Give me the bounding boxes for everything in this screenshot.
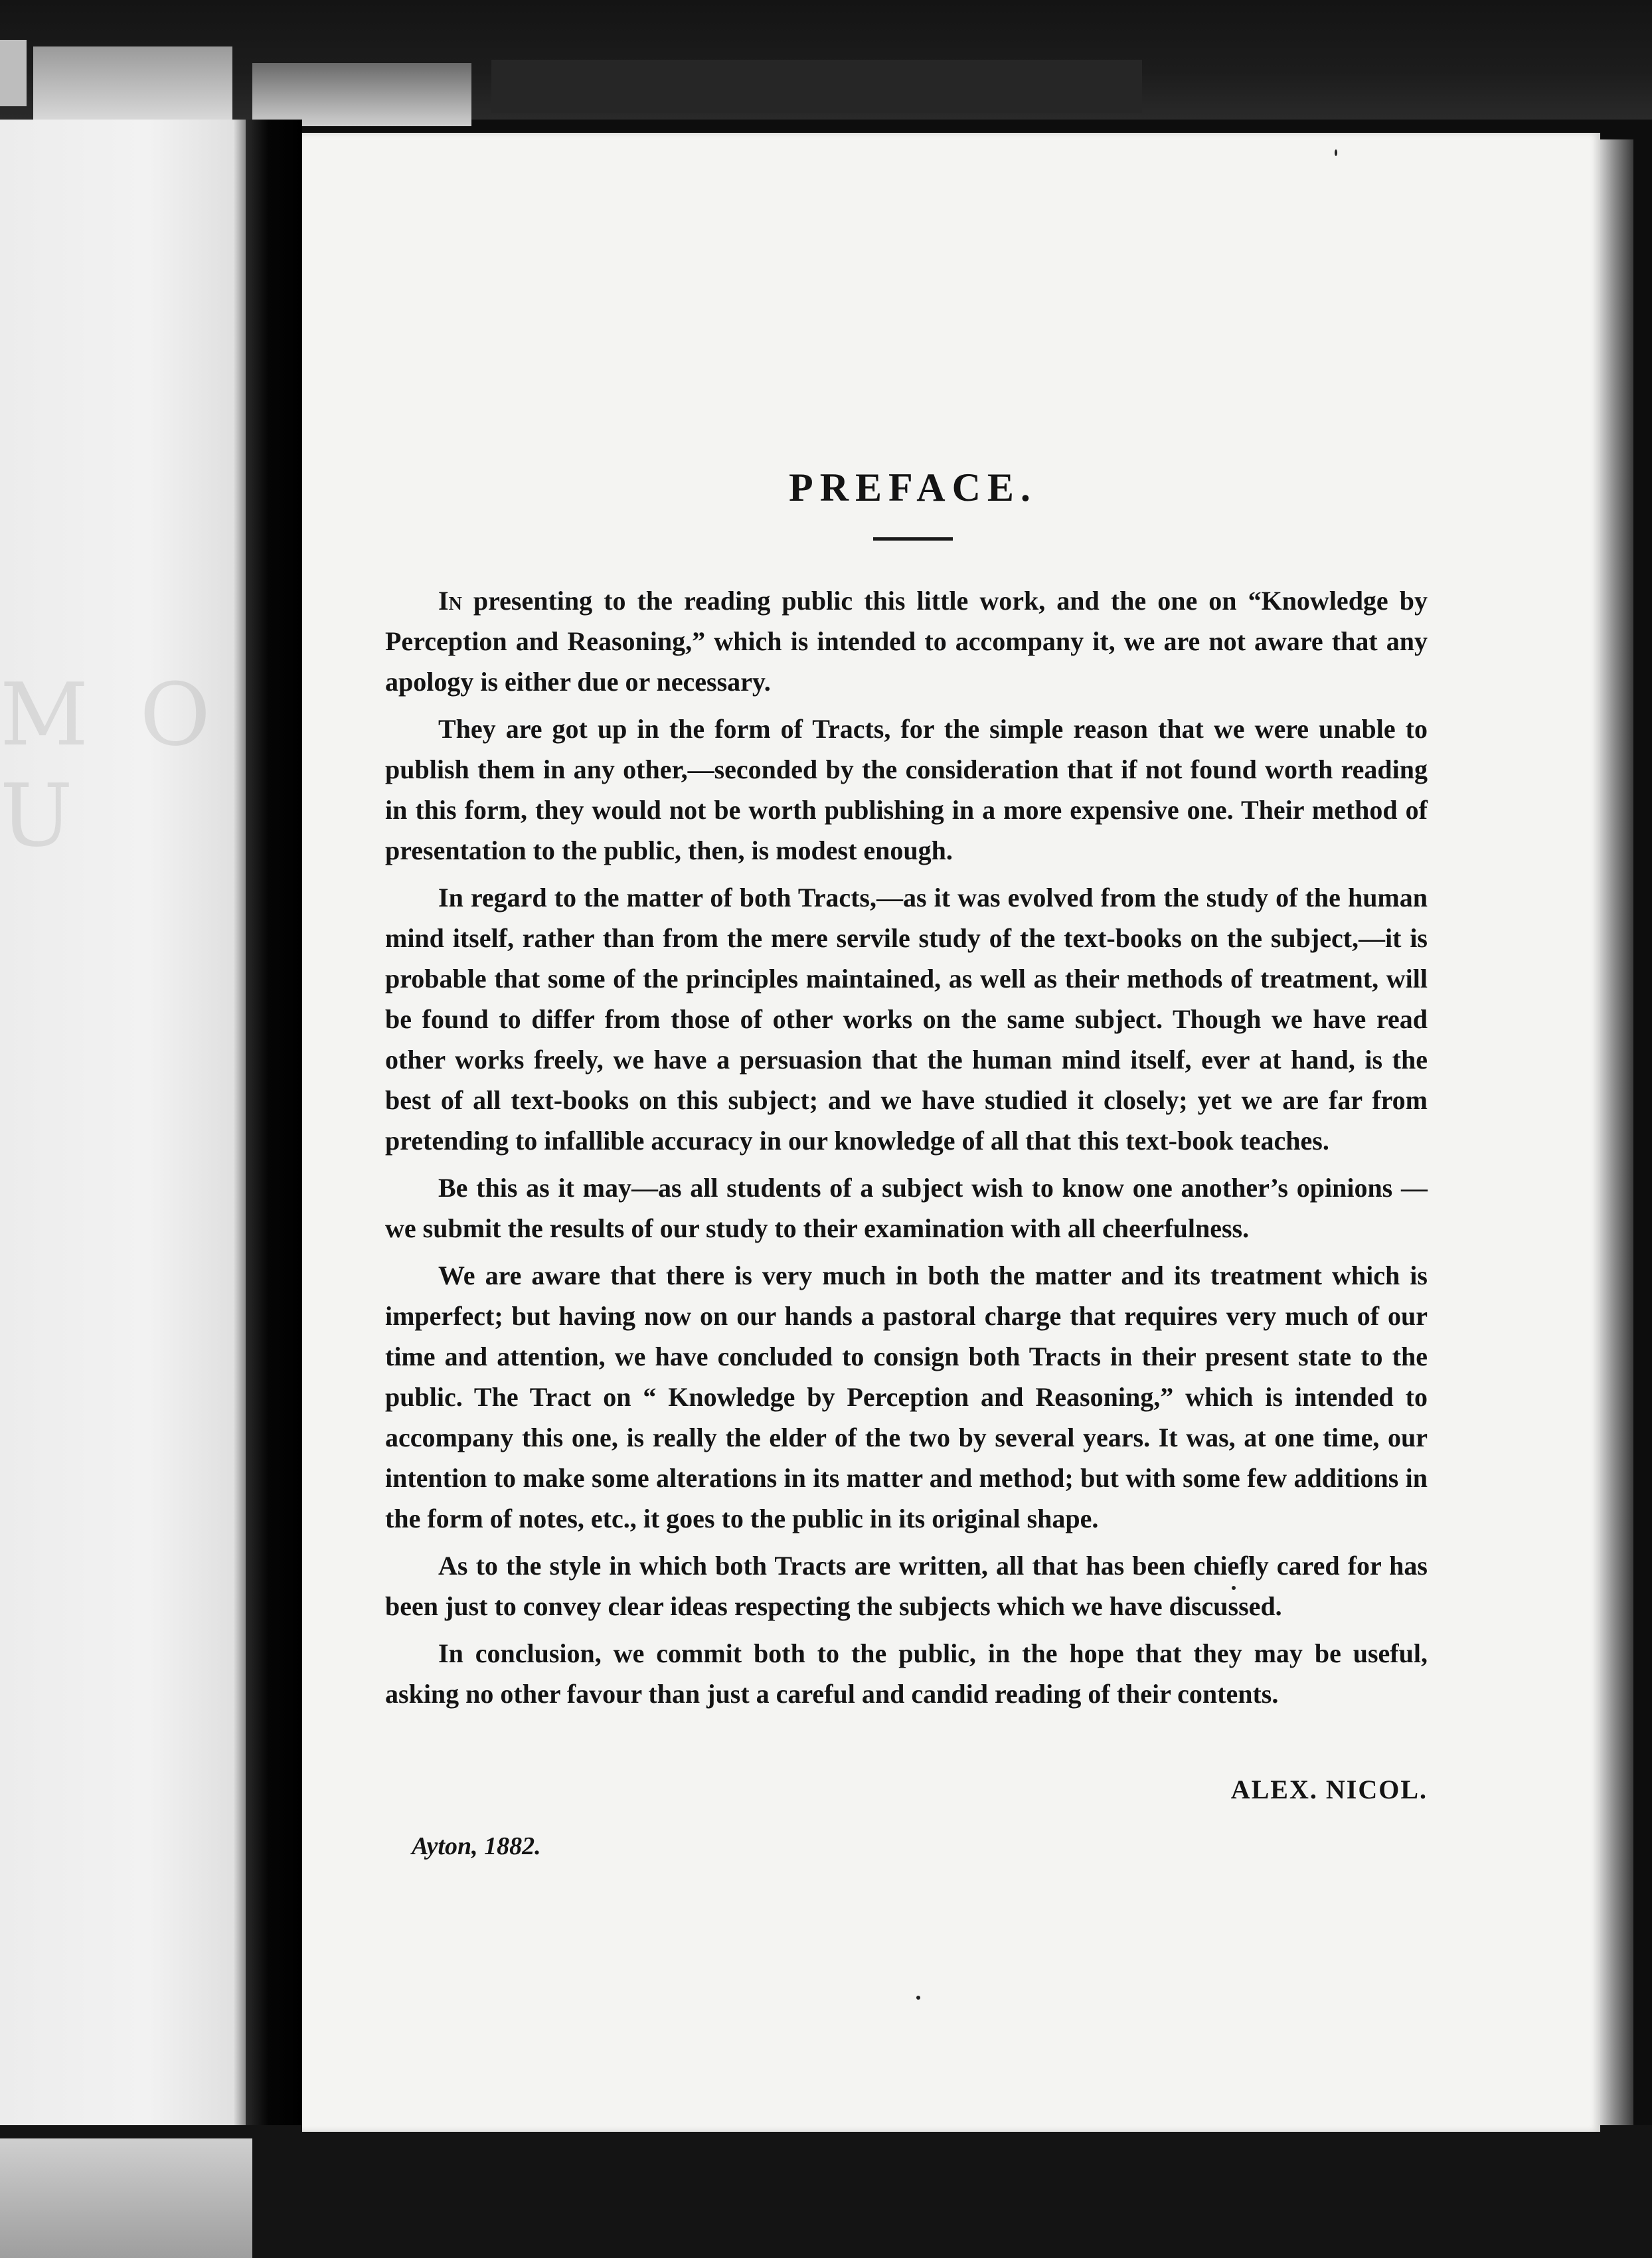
paragraph-7: In conclusion, we commit both to the public, in the hope that they may be useful, asking no other favour than just a careful and candid reading of their contents. xyxy=(385,1638,1428,1709)
book-gutter xyxy=(246,120,302,2258)
page-fore-edge xyxy=(1600,139,1633,2125)
title-rule xyxy=(873,537,953,541)
paragraph-4: Be this as it may—as all students of a subject wish to know one another’s opinions —we submit the results of our study to their examination with all cheerfulness. xyxy=(385,1173,1428,1243)
scan-artifact xyxy=(0,40,27,106)
paragraph-6: As to the style in which both Tracts are written, all that has been chiefly cared for has been just to convey clear ideas respecting the subjects which we have discussed. xyxy=(385,1551,1428,1621)
scan-artifact xyxy=(0,2138,252,2258)
paragraph-5: We are aware that there is very much in both the matter and its treatment which is imperfect; but having now on our hands a pastoral charge that requires very much of our time and attention, we have concluded to consign both Tracts in their present state to the public. The Tract on “ Knowledge by Perception and Reasoning,” which is intended to accompany this one, is really the elder of the two by several years. It was, at one time, our intention to make some alterations in its matter and method; but with some few additions in the form of notes, etc., it goes to the public in its original shape. xyxy=(385,1260,1428,1533)
place-and-date: Ayton, 1882. xyxy=(412,1832,541,1860)
page-title: PREFACE. xyxy=(789,466,1037,509)
preface-body xyxy=(385,465,1428,1861)
author-signature: ALEX. NICOL. xyxy=(1230,1775,1428,1804)
paragraph-1 xyxy=(385,580,1428,702)
scan-artifact xyxy=(252,63,471,126)
paragraph-lead-word: In xyxy=(438,586,462,616)
show-through-ghost-text: M O U xyxy=(0,664,223,866)
ink-speck xyxy=(1335,149,1337,156)
left-facing-page xyxy=(0,120,246,2138)
ink-speck xyxy=(916,1996,920,2000)
paragraph-text: presenting to the reading public this little work, and the one on “Knowledge by Perception and Reasoning,” which is intended to accompany it, we are not aware that any apology is either due or necessary. xyxy=(385,586,1428,697)
paragraph-2: They are got up in the form of Tracts, for the simple reason that we were unable to publish them in any other,—seconded by the consideration that if not found worth reading in this form, they would not be worth publishing in a more expensive one. Their method of presentation to the public, then, is modest enough. xyxy=(385,714,1428,865)
scan-artifact xyxy=(491,60,1142,113)
paragraph-3: In regard to the matter of both Tracts,—as it was evolved from the study of the human mind itself, rather than from the mere servile study of the text-books on the subject,—it is probable that some of the principles maintained, as well as their methods of treatment, will be found to differ from those of other works on the same subject. Though we have read other works freely, we have a persuasion that the human mind itself, ever at hand, is the best of all text-books on this subject; and we have studied it closely; yet we are far from pretending to infallible accuracy in our knowledge of all that this text-book teaches. xyxy=(385,883,1428,1156)
scan-artifact xyxy=(33,46,232,120)
